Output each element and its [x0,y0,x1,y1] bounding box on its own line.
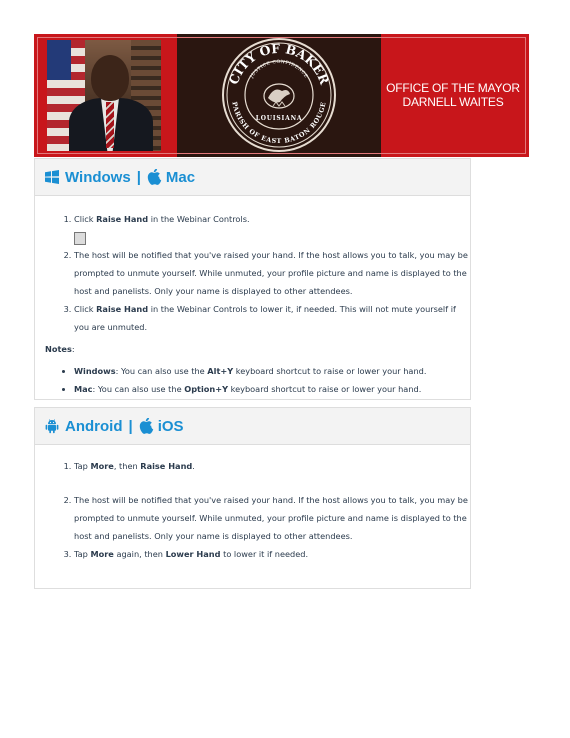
notes-list [35,362,470,398]
header-separator: | [128,417,133,435]
seal-text-bottom: PARISH OF EAST BATON ROUGE [230,100,328,146]
android-label: Android [65,417,123,435]
mayor-name: DARNELL WAITES [402,95,504,109]
seal-text-inner: JUSTICE CONFIDENCE [249,59,309,80]
city-seal-logo [218,36,340,155]
mayor-portrait [47,40,161,151]
list-item: • Mac: You can also use the Option+Y keyboard shortcut to raise or lower your hand. [74,380,470,398]
notes-heading: Notes: [45,344,75,354]
desktop-instructions-card [34,158,471,400]
mobile-card-header [35,407,470,445]
list-item: 3. Tap More again, then Lower Hand to lower it if needed. [74,545,470,563]
header-banner [34,34,529,157]
android-icon [44,418,60,434]
list-item: 1. Click Raise Hand in the Webinar Controls. [74,210,470,246]
header-separator: | [136,168,141,186]
seal-text-state: LOUISIANA [255,115,303,122]
office-title [383,81,523,109]
mobile-instructions-card [34,407,471,589]
desktop-card-header [35,158,470,196]
mac-label: Mac [165,168,196,186]
seal-text-top: CITY OF BAKER [225,40,333,87]
list-item: 1. Tap More, then Raise Hand. [74,457,470,475]
list-item: 2. The host will be notified that you've raised your hand. If the host allows you to talk, you may be prompted to unmute yourself. While unmuted, your profile picture and name is displayed to the host and panelists. Only your name is displayed to other attendees. [74,491,470,545]
raise-hand-label: Raise Hand [96,214,149,224]
ios-label: iOS [157,417,184,435]
mobile-steps-list [35,457,470,563]
apple-icon [147,169,163,186]
raise-hand-label: Raise Hand [96,304,149,314]
list-item: 3. Click Raise Hand in the Webinar Controls to lower it, if needed. This will not mute yourself if you are unmuted. [74,300,470,336]
windows-icon [44,169,60,185]
desktop-steps-list [35,210,470,336]
windows-label: Windows [65,168,131,186]
city-seal-panel [177,34,381,157]
office-line: OFFICE OF THE MAYOR [386,81,520,95]
apple-icon [139,418,155,435]
list-item: 2. The host will be notified that you've raised your hand. If the host allows you to talk, you may be prompted to unmute yourself. While unmuted, your profile picture and name is displayed to the host and panelists. Only your name is displayed to other attendees. [74,246,470,300]
list-item: • Windows: You can also use the Alt+Y keyboard shortcut to raise or lower your hand. [74,362,470,380]
raise-hand-icon [74,232,86,245]
